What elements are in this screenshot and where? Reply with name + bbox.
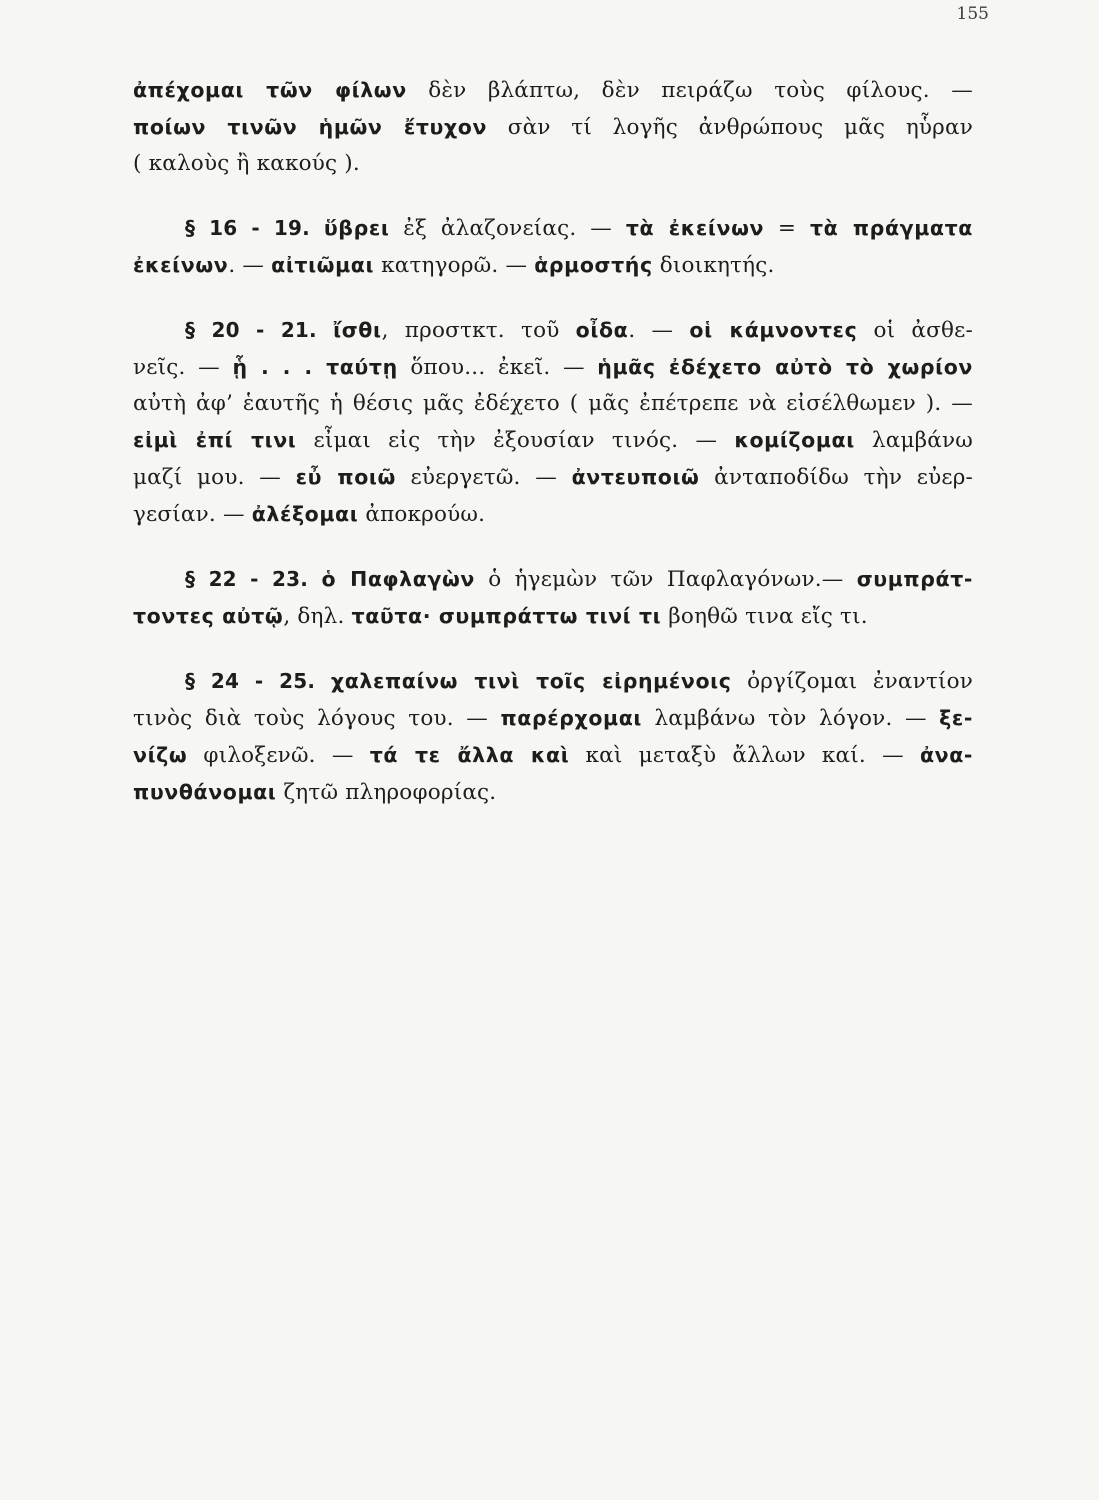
glossary-term: ἀλέξομαι: [251, 502, 359, 526]
paragraph: [133, 72, 973, 182]
glossary-term: ἡμᾶς ἐδέχετο αὐτὸ τὸ χωρίον: [597, 355, 973, 379]
text-line: [133, 663, 973, 700]
definition-text: . —: [228, 253, 272, 278]
definition-text: ὅπου... ἐκεῖ. —: [397, 355, 598, 380]
paragraph: [133, 210, 973, 284]
glossary-term: ποίων τινῶν ἡμῶν ἔτυχον: [133, 115, 488, 139]
definition-text: , προστκτ. τοῦ: [381, 318, 576, 343]
glossary-term: παρέρχομαι: [500, 706, 642, 730]
text-line: [133, 109, 973, 146]
text-line: [133, 774, 973, 811]
text-line: [133, 598, 973, 635]
definition-text: . —: [628, 318, 690, 343]
definition-text: ἀνταποδίδω τὴν εὐερ-: [699, 465, 973, 490]
definition-text: δὲν βλάπτω, δὲν πειράζω τοὺς φίλους. —: [406, 78, 974, 103]
definition-text: ζητῶ πληροφορίας.: [276, 780, 497, 805]
paragraph: [133, 561, 973, 635]
text-line: [133, 422, 973, 459]
section-reference: § 22 - 23.: [185, 567, 322, 591]
definition-text: εἶμαι εἰς τὴν ἐξουσίαν τινός. —: [296, 428, 735, 453]
definition-text: φιλοξενῶ. —: [187, 743, 370, 768]
glossary-term: ἐκείνων: [133, 253, 229, 277]
glossary-term: ἀπέχομαι τῶν φίλων: [133, 78, 407, 102]
glossary-term: πυνθάνομαι: [133, 780, 277, 804]
glossary-term: ἴσθι: [333, 318, 382, 342]
definition-text: ἐξ ἀλαζονείας. —: [389, 216, 626, 241]
text-line: [133, 146, 973, 182]
glossary-term: ὁ Παφλαγὼν: [321, 567, 475, 591]
glossary-term: χαλεπαίνω τινὶ τοῖς εἰρημένοις: [330, 669, 732, 693]
definition-text: σὰν τί λογῆς ἀνθρώπους μᾶς ηὗραν: [487, 115, 973, 140]
section-reference: § 20 - 21.: [185, 318, 334, 342]
definition-text: μαζί μου. —: [133, 465, 296, 490]
glossary-term: τοντες αὐτῷ: [133, 604, 284, 628]
glossary-term: εἰμὶ ἐπί τινι: [133, 428, 297, 452]
definition-text: , δηλ.: [283, 604, 352, 629]
text-line: [133, 386, 973, 422]
glossary-term: ταῦτα· συμπράττω τινί τι: [351, 604, 662, 628]
glossary-term: ἁρμοστής: [534, 253, 653, 277]
text-line: [133, 210, 973, 247]
definition-text: εὐεργετῶ. —: [395, 465, 572, 490]
page-number: 155: [956, 4, 989, 24]
definition-text: καὶ μεταξὺ ἄλλων καί. —: [569, 743, 920, 768]
text-line: [133, 459, 973, 496]
page-text-body: [133, 72, 973, 839]
glossary-term: οἶδα: [575, 318, 629, 342]
glossary-term: εὖ ποιῶ: [295, 465, 396, 489]
paragraph: [133, 663, 973, 811]
text-line: [133, 700, 973, 737]
glossary-term: ᾗ . . . ταύτῃ: [232, 355, 398, 379]
section-reference: § 24 - 25.: [185, 669, 331, 693]
paragraph: [133, 312, 973, 533]
definition-text: ὀργίζομαι ἐναντίον: [731, 669, 973, 694]
definition-text: ( καλοὺς ἢ κακούς ).: [133, 151, 360, 176]
definition-text: νεῖς. —: [133, 355, 233, 380]
definition-text: τινὸς διὰ τοὺς λόγους του. —: [133, 706, 501, 731]
glossary-term: τὰ πράγματα: [809, 216, 973, 240]
glossary-term: τά τε ἄλλα καὶ: [369, 743, 570, 767]
glossary-term: ἀντευποιῶ: [571, 465, 700, 489]
text-line: [133, 72, 973, 109]
text-line: [133, 247, 973, 284]
text-line: [133, 737, 973, 774]
definition-text: κατηγορῶ. —: [374, 253, 535, 278]
text-line: [133, 349, 973, 386]
glossary-term: τὰ ἐκείνων: [625, 216, 765, 240]
definition-text: λαμβάνω τὸν λόγον. —: [641, 706, 940, 731]
definition-text: γεσίαν. —: [133, 502, 252, 527]
definition-text: =: [764, 216, 810, 241]
definition-text: λαμβάνω: [854, 428, 974, 453]
glossary-term: αἰτιῶμαι: [271, 253, 375, 277]
glossary-term: νίζω: [133, 743, 188, 767]
text-line: [133, 312, 973, 349]
text-line: [133, 561, 973, 598]
section-reference: § 16 - 19.: [185, 216, 324, 240]
glossary-term: ὕβρει: [323, 216, 390, 240]
glossary-term: ἀνα-: [919, 743, 973, 767]
definition-text: ὁ ἡγεμὼν τῶν Παφλαγόνων.—: [474, 567, 857, 592]
definition-text: ἀποκρούω.: [358, 502, 486, 527]
glossary-term: οἱ κάμνοντες: [689, 318, 858, 342]
definition-text: οἱ ἀσθε-: [857, 318, 973, 343]
definition-text: διοικητής.: [652, 253, 775, 278]
text-line: [133, 496, 973, 533]
glossary-term: κομίζομαι: [734, 428, 855, 452]
definition-text: βοηθῶ τινα εἴς τι.: [661, 604, 868, 629]
glossary-term: ξε-: [939, 706, 973, 730]
definition-text: αὐτὴ ἀφ’ ἑαυτῆς ἡ θέσις μᾶς ἐδέχετο ( μᾶς ἐπέτρεπε νὰ εἰσέλθωμεν ). —: [133, 391, 973, 416]
glossary-term: συμπράτ-: [856, 567, 973, 591]
